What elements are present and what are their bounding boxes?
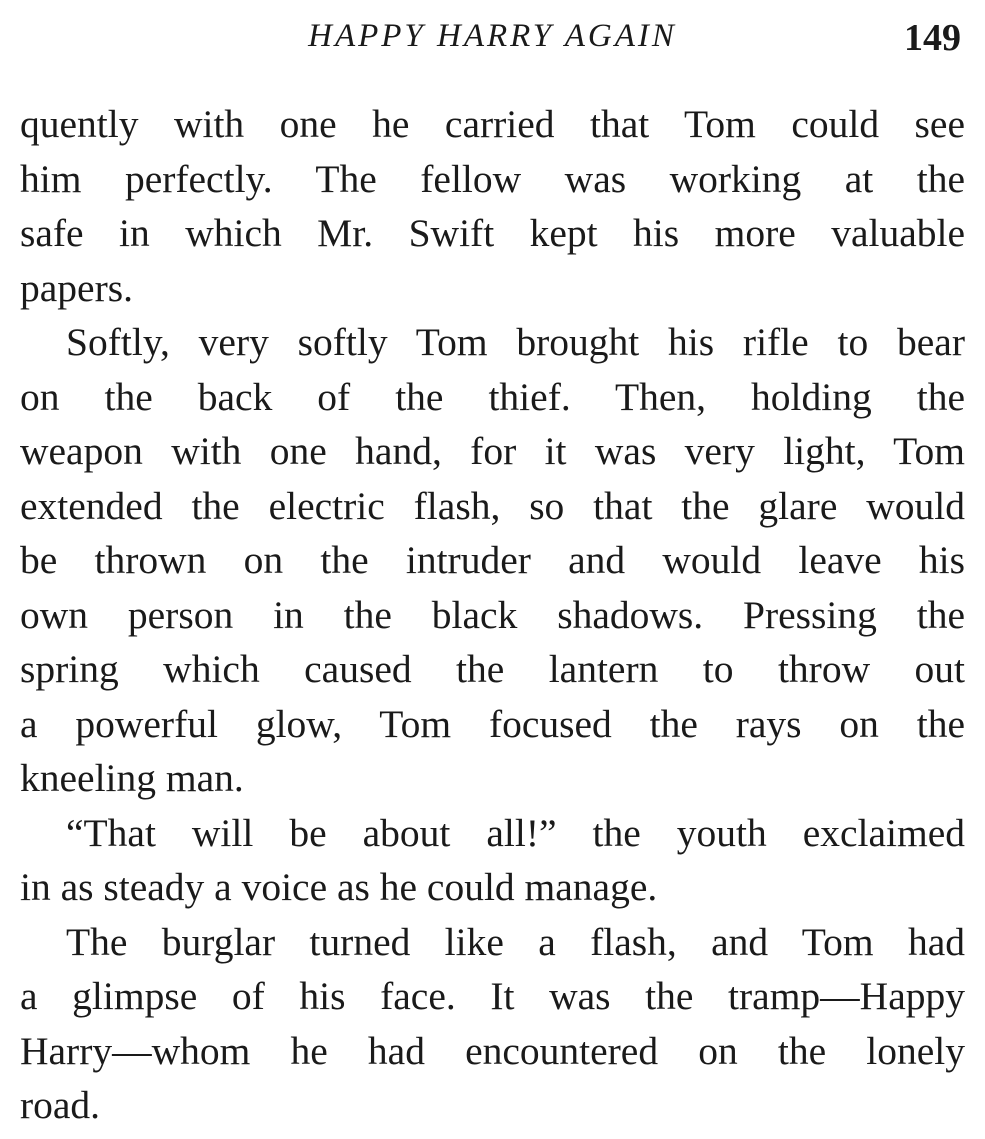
text-line: kneeling man. <box>20 756 244 800</box>
text-line: extended the electric flash, so that the glare would <box>20 483 965 528</box>
text-line: safe in which Mr. Swift kept his more valuable <box>20 211 965 255</box>
text-line: weapon with one hand, for it was very light, Tom <box>20 429 965 473</box>
body-text <box>20 97 965 1133</box>
text-line: The burglar turned like a flash, and Tom had <box>66 919 965 964</box>
text-line: on the back of the thief. Then, holding the <box>20 374 965 419</box>
text-line: be thrown on the intruder and would leave his <box>20 538 965 582</box>
page-number: 149 <box>904 17 961 59</box>
text-line: spring which caused the lantern to throw out <box>20 647 965 691</box>
text-line: own person in the black shadows. Pressing the <box>20 592 965 637</box>
text-line: a glimpse of his face. It was the tramp—Happy <box>20 974 965 1018</box>
text-line: Harry—whom he had encountered on the lonely <box>20 1028 965 1073</box>
text-line: “That will be about all!” the youth exclaimed <box>66 810 965 855</box>
text-line: in as steady a voice as he could manage. <box>20 865 658 909</box>
text-line: him perfectly. The fellow was working at the <box>20 156 965 201</box>
text-line: papers. <box>20 265 133 310</box>
text-line: Softly, very softly Tom brought his rifle to bear <box>66 320 965 364</box>
text-line: road. <box>20 1083 101 1127</box>
running-head <box>20 14 965 58</box>
text-line: a powerful glow, Tom focused the rays on the <box>20 701 965 746</box>
text-line: quently with one he carried that Tom could see <box>20 102 965 146</box>
running-title: HAPPY HARRY AGAIN <box>308 18 677 54</box>
